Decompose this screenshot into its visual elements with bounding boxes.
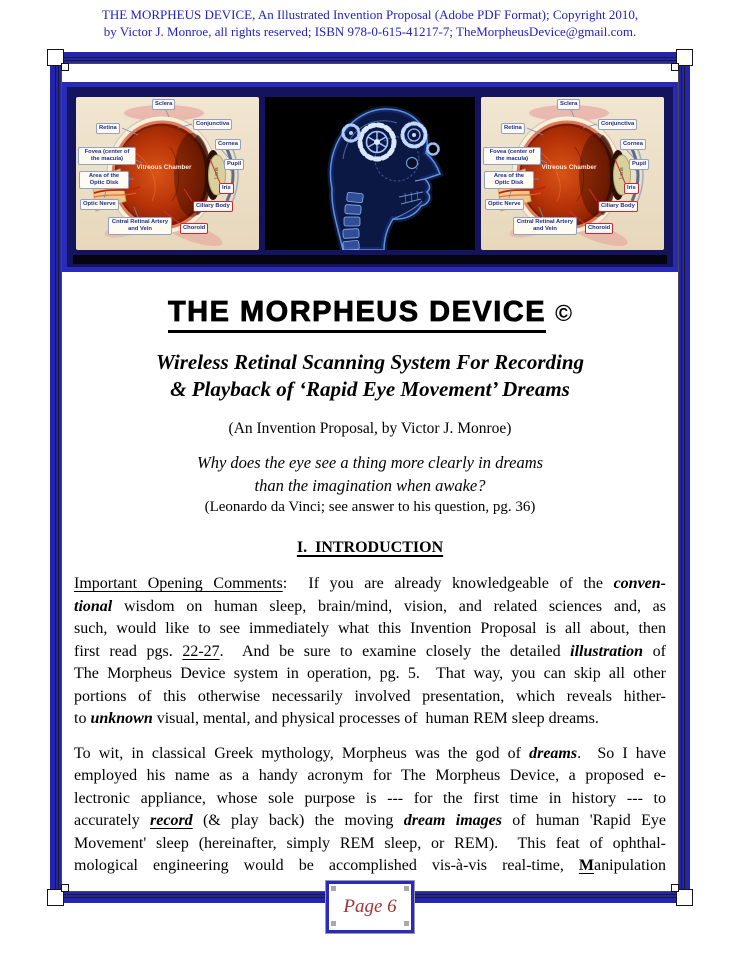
page-number-label: Page 6 xyxy=(343,896,397,917)
davinci-quote xyxy=(74,451,666,497)
eye-label-cornea: Cornea xyxy=(620,139,646,150)
header-line-2: by Victor J. Monroe, all rights reserved; ISBN 978-0-615-41217-7; TheMorpheusDevice@gmail.com. xyxy=(103,23,637,39)
intro-paragraph-2: To wit, in classical Greek mythology, Morpheus was the god of dreams. So I have employed his name as a handy acronym for The Morpheus Device, a proposed e- lectronic appliance, whose sole purpose is --- for the first time in history --- to accurately record (& play back) the moving dream images of human 'Rapid Eye Movement' sleep (hereinafter, simply REM sleep, or REM). This feat of ophthal- mological engineering would be accomplished vis-à-vis real-time, Manipulation xyxy=(74,744,667,874)
corner-ornament-bottom-left xyxy=(47,889,64,906)
eye-label-optic_disk: Area of the Optic Disk xyxy=(484,171,534,189)
eye-label-optic_nerve: Optic Nerve xyxy=(80,199,119,210)
corner-ornament-bottom-right xyxy=(676,889,693,906)
skull-gears-illustration xyxy=(265,97,475,250)
illustration-strip xyxy=(62,82,678,272)
eye-label-iris: Iris xyxy=(624,183,639,194)
eye-label-central_retinal: Cntral Retinal Artery and Vein xyxy=(108,217,172,235)
eye-label-ciliary_body: Ciliary Body xyxy=(598,201,638,212)
intro-paragraph-1: Important Opening Comments: If you are already knowledgeable of the conven- tional wisdom on human sleep, brain/mind, vision, and related sciences and, as such, would like to see immediately what this Invention Proposal is all about, then first read pgs. 22-27. And be sure to examine closely the detailed illustration of The Morpheus Device system in operation, pg. 5. That way, you can skip all other portions of this otherwise necessarily involved presentation, which reveals hither- to unknown visual, mental, and physical processes of human REM sleep dreams. xyxy=(74,575,667,727)
corner-ornament-top-right xyxy=(676,49,693,66)
copyright-symbol: © xyxy=(555,300,573,326)
text-column xyxy=(61,296,679,878)
page-number-badge xyxy=(326,881,414,933)
eye-label-sclera: Sclera xyxy=(152,99,175,110)
corner-ornament-top-left xyxy=(47,49,64,66)
eye-label-choroid: Choroid xyxy=(585,223,613,234)
document-header xyxy=(0,7,740,40)
quote-line-1: Why does the eye see a thing more clearly in dreams xyxy=(196,453,544,472)
eye-label-ciliary_body: Ciliary Body xyxy=(193,201,233,212)
eye-diagram-panel-right xyxy=(481,97,664,250)
subtitle xyxy=(74,349,666,403)
eye-label-fovea: Fovea (center of the macula) xyxy=(483,147,541,165)
quote-attribution: (Leonardo da Vinci; see answer to his question, pg. 36) xyxy=(204,499,536,515)
page-border-frame xyxy=(50,52,690,903)
header-line-1: THE MORPHEUS DEVICE, An Illustrated Invention Proposal (Adobe PDF Format); Copyright 2010, xyxy=(101,7,639,22)
section-heading: I. INTRODUCTION xyxy=(296,539,444,556)
byline: (An Invention Proposal, by Victor J. Monroe) xyxy=(228,420,512,437)
eye-label-retina: Retina xyxy=(501,123,525,134)
eye-label-optic_disk: Area of the Optic Disk xyxy=(79,171,129,189)
eye-label-conjunctiva: Conjunctiva xyxy=(193,119,232,130)
eye-label-choroid: Choroid xyxy=(180,223,208,234)
eye-label-vitreous: Vitreous Chamber xyxy=(136,164,192,171)
quote-line-2: than the imagination when awake? xyxy=(254,476,486,495)
eye-label-vitreous: Vitreous Chamber xyxy=(541,164,597,171)
eye-label-sclera: Sclera xyxy=(557,99,580,110)
subtitle-line-2: & Playback of ‘Rapid Eye Movement’ Dreams xyxy=(170,377,570,401)
eye-label-pupil: Pupil xyxy=(224,159,244,170)
eye-label-lens: Lens xyxy=(618,167,625,179)
eye-label-optic_nerve: Optic Nerve xyxy=(485,199,524,210)
eye-diagram-panel-left xyxy=(76,97,259,250)
eye-label-central_retinal: Cntral Retinal Artery and Vein xyxy=(513,217,577,235)
eye-label-pupil: Pupil xyxy=(629,159,649,170)
subtitle-line-1: Wireless Retinal Scanning System For Recording xyxy=(155,350,585,374)
skull-xray-panel xyxy=(265,97,475,250)
eye-label-iris: Iris xyxy=(219,183,234,194)
eye-label-conjunctiva: Conjunctiva xyxy=(598,119,637,130)
eye-label-retina: Retina xyxy=(96,123,120,134)
eye-label-cornea: Cornea xyxy=(215,139,241,150)
eye-label-fovea: Fovea (center of the macula) xyxy=(78,147,136,165)
title-text: THE MORPHEUS DEVICE xyxy=(168,296,546,333)
eye-label-lens: Lens xyxy=(213,167,220,179)
page-title xyxy=(74,296,666,329)
